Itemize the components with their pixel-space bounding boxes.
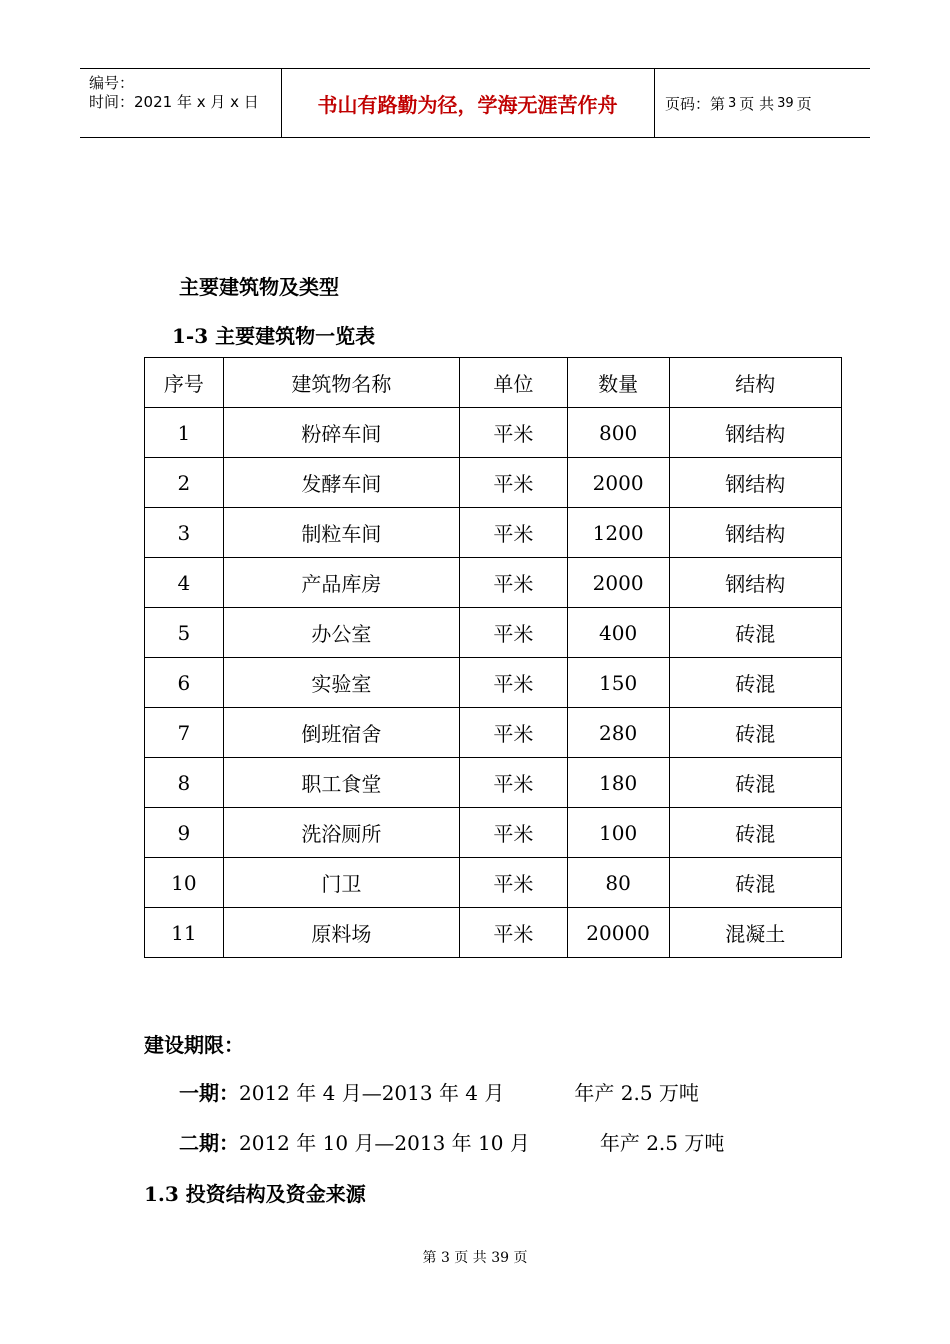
row-index: 5 — [145, 608, 224, 658]
header-page-info — [655, 69, 870, 137]
column-header-structure: 结构 — [669, 358, 841, 408]
row-index: 2 — [145, 458, 224, 508]
row-quantity: 180 — [567, 758, 669, 808]
row-index: 6 — [145, 658, 224, 708]
header-motto: 书山有路勤为径，学海无涯苦作舟 — [281, 69, 655, 137]
header-time-label: 时间： — [89, 93, 135, 111]
row-building-name: 门卫 — [223, 858, 459, 908]
row-structure: 钢结构 — [669, 408, 841, 458]
row-quantity: 100 — [567, 808, 669, 858]
row-structure: 砖混 — [669, 708, 841, 758]
phase-1-line — [179, 1077, 699, 1106]
page-header — [80, 68, 870, 138]
header-time-value: 2021 年 x 月 x 日 — [134, 93, 259, 111]
row-quantity: 280 — [567, 708, 669, 758]
row-unit: 平米 — [460, 458, 568, 508]
row-unit: 平米 — [460, 508, 568, 558]
row-unit: 平米 — [460, 808, 568, 858]
table-row — [145, 408, 842, 458]
header-meta-cell — [80, 69, 282, 137]
table-row — [145, 558, 842, 608]
table-row — [145, 458, 842, 508]
row-building-name: 职工食堂 — [223, 758, 459, 808]
row-unit: 平米 — [460, 558, 568, 608]
row-building-name: 实验室 — [223, 658, 459, 708]
header-time — [89, 91, 259, 112]
column-header-quantity: 数量 — [567, 358, 669, 408]
column-header-unit: 单位 — [460, 358, 568, 408]
row-building-name: 原料场 — [223, 908, 459, 958]
section-heading-investment: 1.3 投资结构及资金来源 — [144, 1182, 366, 1206]
header-number-label: 编号： — [89, 74, 135, 92]
row-unit: 平米 — [460, 708, 568, 758]
table-row — [145, 908, 842, 958]
header-page-current: 3 — [728, 95, 737, 111]
phase-2-label: 二期： — [179, 1131, 239, 1155]
row-quantity: 80 — [567, 858, 669, 908]
column-header-index: 序号 — [145, 358, 224, 408]
table-row — [145, 758, 842, 808]
row-building-name: 发酵车间 — [223, 458, 459, 508]
phase-2-output: 年产 2.5 万吨 — [599, 1131, 725, 1155]
header-page-end: 页 — [796, 94, 812, 113]
row-structure: 钢结构 — [669, 508, 841, 558]
row-unit: 平米 — [460, 608, 568, 658]
row-quantity: 800 — [567, 408, 669, 458]
row-structure: 砖混 — [669, 858, 841, 908]
row-index: 1 — [145, 408, 224, 458]
row-quantity: 2000 — [567, 558, 669, 608]
row-structure: 钢结构 — [669, 558, 841, 608]
table-title: 1-3 主要建筑物一览表 — [172, 324, 376, 348]
phase-2-period: 2012 年 10 月—2013 年 10 月 — [239, 1131, 530, 1155]
table-row — [145, 858, 842, 908]
row-quantity: 400 — [567, 608, 669, 658]
row-building-name: 产品库房 — [223, 558, 459, 608]
row-building-name: 办公室 — [223, 608, 459, 658]
phase-1-output: 年产 2.5 万吨 — [574, 1081, 699, 1105]
row-index: 3 — [145, 508, 224, 558]
row-building-name: 洗浴厕所 — [223, 808, 459, 858]
row-quantity: 1200 — [567, 508, 669, 558]
header-page-label: 页码：第 — [665, 94, 726, 113]
row-index: 11 — [145, 908, 224, 958]
construction-period-heading: 建设期限： — [144, 1033, 244, 1057]
table-row — [145, 708, 842, 758]
row-unit: 平米 — [460, 658, 568, 708]
row-index: 4 — [145, 558, 224, 608]
row-structure: 钢结构 — [669, 458, 841, 508]
phase-1-period: 2012 年 4 月—2013 年 4 月 — [239, 1081, 505, 1105]
row-index: 7 — [145, 708, 224, 758]
table-row — [145, 508, 842, 558]
column-header-name: 建筑物名称 — [223, 358, 459, 408]
row-quantity: 2000 — [567, 458, 669, 508]
table-row — [145, 608, 842, 658]
row-structure: 砖混 — [669, 808, 841, 858]
table-row — [145, 658, 842, 708]
table-header-row — [145, 358, 842, 408]
phase-1-label: 一期： — [179, 1081, 239, 1105]
row-unit: 平米 — [460, 908, 568, 958]
buildings-table — [144, 357, 842, 958]
row-structure: 砖混 — [669, 658, 841, 708]
header-page-total: 39 — [777, 95, 794, 111]
row-unit: 平米 — [460, 858, 568, 908]
section-heading-building-types: 主要建筑物及类型 — [179, 275, 339, 299]
row-structure: 砖混 — [669, 758, 841, 808]
phase-2-line — [179, 1127, 724, 1156]
row-building-name: 倒班宿舍 — [223, 708, 459, 758]
header-page-mid: 页 共 — [739, 94, 775, 113]
page-footer: 第 3 页 共 39 页 — [422, 1250, 528, 1266]
row-index: 10 — [145, 858, 224, 908]
row-index: 8 — [145, 758, 224, 808]
row-structure: 砖混 — [669, 608, 841, 658]
row-building-name: 制粒车间 — [223, 508, 459, 558]
row-building-name: 粉碎车间 — [223, 408, 459, 458]
row-index: 9 — [145, 808, 224, 858]
row-quantity: 150 — [567, 658, 669, 708]
row-unit: 平米 — [460, 758, 568, 808]
row-structure: 混凝土 — [669, 908, 841, 958]
table-row — [145, 808, 842, 858]
row-unit: 平米 — [460, 408, 568, 458]
row-quantity: 20000 — [567, 908, 669, 958]
